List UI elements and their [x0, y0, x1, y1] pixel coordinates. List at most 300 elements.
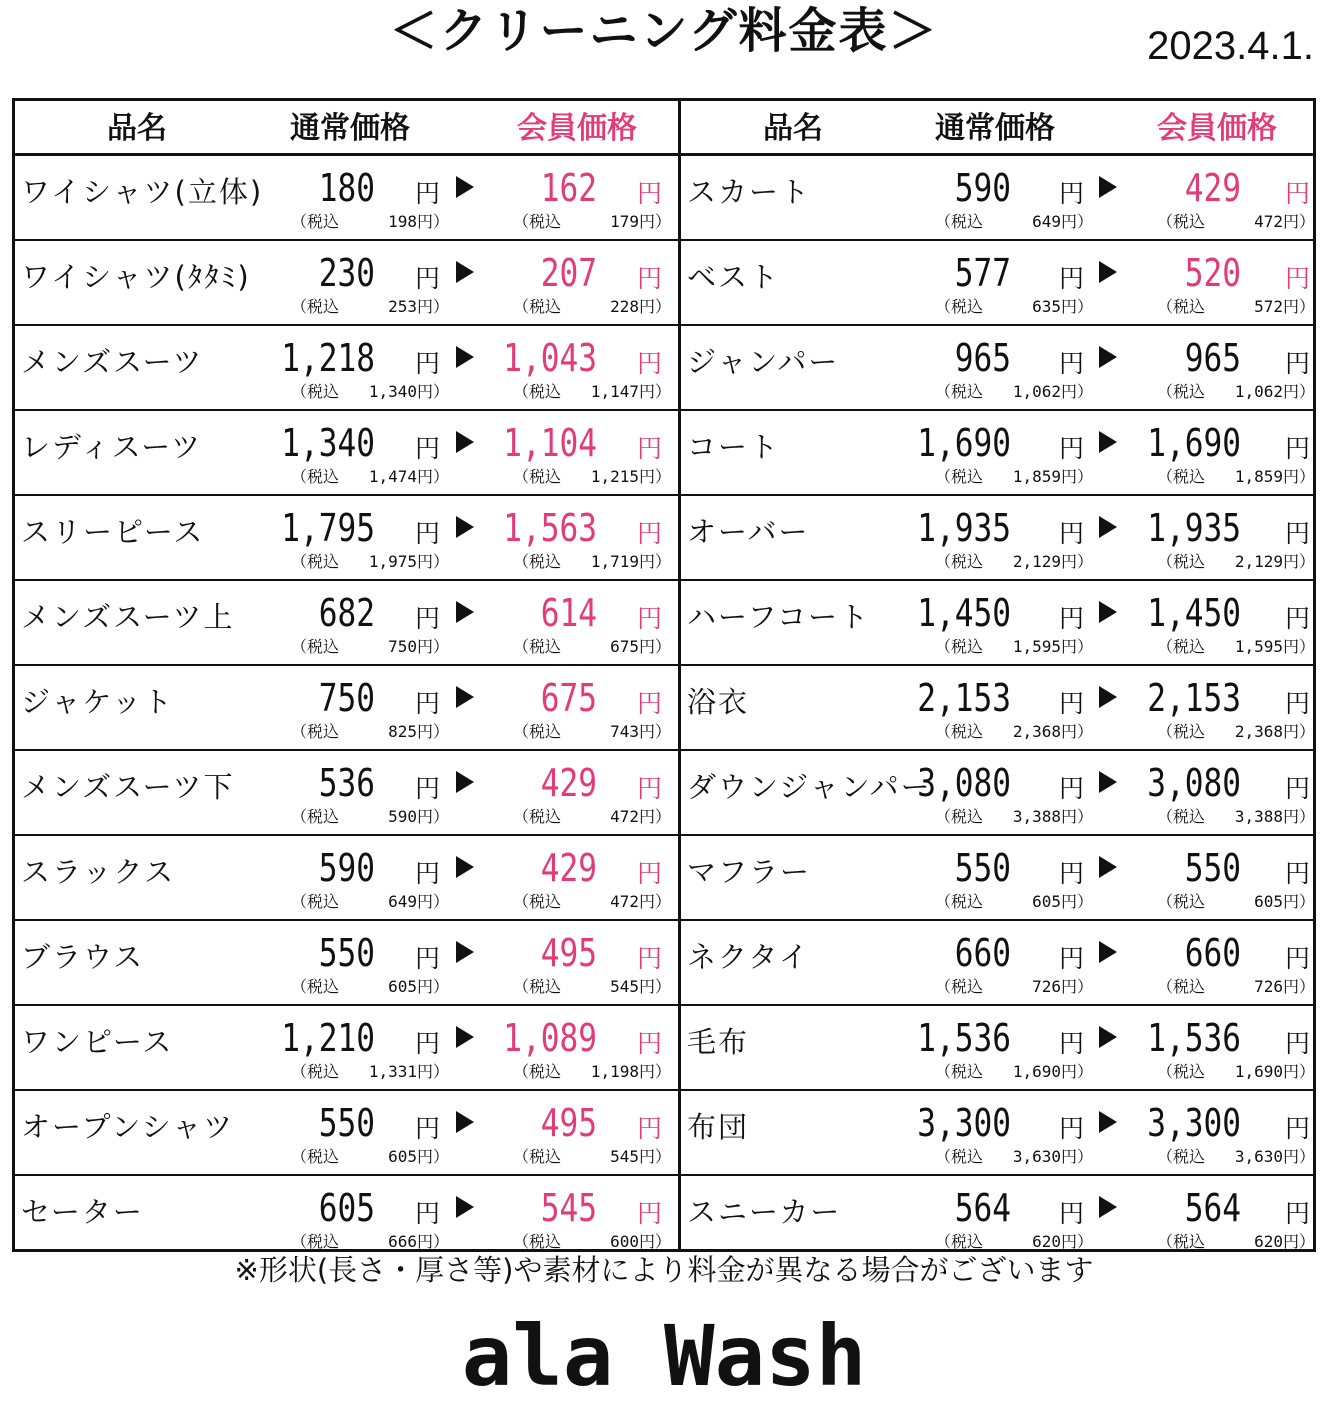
regular-price-tax — [291, 637, 449, 657]
regular-price: 180 — [318, 166, 375, 210]
pricing-note: ※形状(長さ・厚さ等)や素材により料金が異なる場合がございます — [234, 1253, 1094, 1287]
tax-open-label: （税込 — [513, 722, 562, 741]
member-price-tax — [513, 892, 671, 912]
yen-unit: 円 — [637, 1199, 663, 1228]
member-price: 1,690 — [1147, 421, 1241, 465]
table-row — [15, 921, 678, 1006]
member-price-tax — [513, 977, 671, 997]
member-price: 429 — [540, 846, 597, 890]
tax-open-label: （税込 — [1157, 297, 1206, 316]
item-name: オーバー — [687, 515, 810, 549]
table-row — [681, 1006, 1316, 1091]
tax-included-value: 228 — [610, 297, 640, 316]
tax-open-label: （税込 — [935, 1147, 984, 1166]
tax-open-label: （税込 — [935, 977, 984, 996]
tax-open-label: （税込 — [935, 637, 984, 656]
tax-close-label: 円） — [417, 637, 450, 656]
yen-unit: 円 — [415, 774, 441, 803]
tax-open-label: （税込 — [935, 1062, 984, 1081]
tax-close-label: 円） — [1061, 212, 1094, 231]
tax-open-label: （税込 — [1157, 722, 1206, 741]
member-price-tax — [513, 1062, 671, 1082]
member-price: 2,153 — [1147, 676, 1241, 720]
tax-included-value: 3,388 — [1234, 807, 1284, 826]
member-price-tax — [1157, 637, 1315, 657]
regular-price-tax — [935, 722, 1093, 742]
member-price: 965 — [1184, 336, 1241, 380]
tax-open-label: （税込 — [513, 212, 562, 231]
member-price-tax — [513, 1232, 671, 1252]
tax-close-label: 円） — [1283, 807, 1316, 826]
regular-price: 577 — [954, 251, 1011, 295]
member-price-tax — [513, 1147, 671, 1167]
tax-close-label: 円） — [1283, 382, 1316, 401]
yen-unit: 円 — [1285, 264, 1311, 293]
tax-close-label: 円） — [1283, 637, 1316, 656]
item-name: ワイシャツ(立体) — [21, 175, 264, 209]
yen-unit: 円 — [1059, 434, 1085, 463]
yen-unit: 円 — [1285, 434, 1311, 463]
table-row — [681, 156, 1316, 241]
tax-included-value: 1,198 — [590, 1062, 640, 1081]
table-row — [681, 751, 1316, 836]
item-name: マフラー — [687, 855, 812, 889]
regular-price-tax — [291, 807, 449, 827]
table-row — [15, 751, 678, 836]
table-row — [681, 836, 1316, 921]
table-row — [15, 666, 678, 751]
member-price-tax — [513, 297, 671, 317]
yen-unit: 円 — [1059, 1029, 1085, 1058]
tax-open-label: （税込 — [1157, 552, 1206, 571]
tax-open-label: （税込 — [513, 892, 562, 911]
tax-included-value: 605 — [1032, 892, 1062, 911]
tax-close-label: 円） — [1061, 1232, 1094, 1251]
tax-open-label: （税込 — [513, 382, 562, 401]
tax-included-value: 675 — [610, 637, 640, 656]
tax-open-label: （税込 — [513, 637, 562, 656]
tax-close-label: 円） — [1061, 977, 1094, 996]
yen-unit: 円 — [415, 689, 441, 718]
tax-included-value: 1,331 — [368, 1062, 418, 1081]
member-price-tax — [1157, 212, 1315, 232]
member-price: 1,536 — [1147, 1016, 1241, 1060]
yen-unit: 円 — [1059, 519, 1085, 548]
tax-included-value: 743 — [610, 722, 640, 741]
tax-included-value: 635 — [1032, 297, 1062, 316]
tax-close-label: 円） — [1061, 552, 1094, 571]
tax-close-label: 円） — [1283, 1147, 1316, 1166]
yen-unit: 円 — [415, 349, 441, 378]
member-price: 429 — [1184, 166, 1241, 210]
yen-unit: 円 — [637, 179, 663, 208]
regular-price-tax — [291, 977, 449, 997]
tax-included-value: 3,630 — [1012, 1147, 1062, 1166]
regular-price: 1,536 — [917, 1016, 1011, 1060]
tax-included-value: 472 — [610, 892, 640, 911]
yen-unit: 円 — [1059, 774, 1085, 803]
tax-open-label: （税込 — [935, 1232, 984, 1251]
tax-close-label: 円） — [1283, 212, 1316, 231]
tax-close-label: 円） — [1283, 722, 1316, 741]
tax-included-value: 1,474 — [368, 467, 418, 486]
member-price: 207 — [540, 251, 597, 295]
regular-price-tax — [291, 382, 449, 402]
tax-open-label: （税込 — [1157, 977, 1206, 996]
tax-open-label: （税込 — [291, 722, 340, 741]
member-price: 550 — [1184, 846, 1241, 890]
tax-close-label: 円） — [1061, 467, 1094, 486]
regular-price-tax — [291, 552, 449, 572]
regular-price-tax — [935, 1062, 1093, 1082]
yen-unit: 円 — [1285, 944, 1311, 973]
regular-price: 550 — [954, 846, 1011, 890]
table-row — [15, 581, 678, 666]
tax-included-value: 1,147 — [590, 382, 640, 401]
regular-price-tax — [291, 297, 449, 317]
tax-open-label: （税込 — [1157, 807, 1206, 826]
tax-included-value: 545 — [610, 1147, 640, 1166]
yen-unit: 円 — [1059, 1199, 1085, 1228]
member-price: 520 — [1184, 251, 1241, 295]
price-table — [12, 98, 1316, 1252]
tax-open-label: （税込 — [935, 807, 984, 826]
regular-price-tax — [935, 892, 1093, 912]
regular-price-tax — [291, 1062, 449, 1082]
regular-price-tax — [935, 212, 1093, 232]
tax-included-value: 605 — [388, 977, 418, 996]
tax-included-value: 545 — [610, 977, 640, 996]
member-price: 3,300 — [1147, 1101, 1241, 1145]
tax-included-value: 1,859 — [1234, 467, 1284, 486]
regular-price: 1,795 — [281, 506, 375, 550]
yen-unit: 円 — [637, 349, 663, 378]
member-price: 545 — [540, 1186, 597, 1230]
item-name: レディスーツ — [21, 430, 203, 464]
regular-price: 1,935 — [917, 506, 1011, 550]
tax-open-label: （税込 — [291, 552, 340, 571]
tax-open-label: （税込 — [513, 977, 562, 996]
tax-close-label: 円） — [417, 892, 450, 911]
member-price: 1,104 — [503, 421, 597, 465]
tax-open-label: （税込 — [291, 637, 340, 656]
tax-open-label: （税込 — [1157, 892, 1206, 911]
tax-close-label: 円） — [1061, 892, 1094, 911]
tax-close-label: 円） — [1283, 297, 1316, 316]
item-name: スカート — [687, 175, 812, 209]
regular-price: 1,690 — [917, 421, 1011, 465]
tax-close-label: 円） — [417, 1062, 450, 1081]
tax-open-label: （税込 — [291, 1062, 340, 1081]
table-row — [681, 921, 1316, 1006]
member-price-tax — [1157, 297, 1315, 317]
tax-close-label: 円） — [417, 1147, 450, 1166]
yen-unit: 円 — [1059, 604, 1085, 633]
regular-price: 682 — [318, 591, 375, 635]
tax-close-label: 円） — [1283, 977, 1316, 996]
header-regular-price: 通常価格 — [935, 111, 1055, 146]
tax-included-value: 2,129 — [1234, 552, 1284, 571]
tax-included-value: 750 — [388, 637, 418, 656]
yen-unit: 円 — [1059, 1114, 1085, 1143]
yen-unit: 円 — [637, 519, 663, 548]
regular-price-tax — [935, 1147, 1093, 1167]
tax-included-value: 1,595 — [1012, 637, 1062, 656]
yen-unit: 円 — [637, 264, 663, 293]
tax-close-label: 円） — [1283, 1062, 1316, 1081]
tax-open-label: （税込 — [935, 722, 984, 741]
table-row — [15, 326, 678, 411]
tax-close-label: 円） — [639, 807, 672, 826]
tax-included-value: 620 — [1032, 1232, 1062, 1251]
table-row — [681, 411, 1316, 496]
tax-included-value: 179 — [610, 212, 640, 231]
member-price-tax — [1157, 1062, 1315, 1082]
item-name: ダウンジャンパー — [687, 770, 932, 804]
yen-unit: 円 — [1285, 519, 1311, 548]
tax-included-value: 3,388 — [1012, 807, 1062, 826]
member-price-tax — [1157, 1232, 1315, 1252]
member-price-tax — [1157, 382, 1315, 402]
yen-unit: 円 — [1285, 1029, 1311, 1058]
tax-open-label: （税込 — [1157, 467, 1206, 486]
table-row — [15, 1176, 678, 1261]
yen-unit: 円 — [1059, 349, 1085, 378]
regular-price: 1,340 — [281, 421, 375, 465]
item-name: オープンシャツ — [21, 1110, 235, 1144]
yen-unit: 円 — [1059, 944, 1085, 973]
yen-unit: 円 — [637, 944, 663, 973]
tax-close-label: 円） — [639, 722, 672, 741]
tax-close-label: 円） — [417, 977, 450, 996]
tax-close-label: 円） — [1061, 297, 1094, 316]
header-member-price: 会員価格 — [1157, 111, 1277, 146]
yen-unit: 円 — [637, 1029, 663, 1058]
item-name: ベスト — [687, 260, 781, 294]
table-row — [681, 1176, 1316, 1261]
tax-included-value: 1,719 — [590, 552, 640, 571]
effective-date: 2023.4.1. — [1147, 24, 1314, 68]
yen-unit: 円 — [1059, 859, 1085, 888]
yen-unit: 円 — [1285, 1114, 1311, 1143]
tax-open-label: （税込 — [513, 807, 562, 826]
table-row — [681, 1091, 1316, 1176]
yen-unit: 円 — [1285, 859, 1311, 888]
regular-price-tax — [291, 1147, 449, 1167]
table-row — [681, 496, 1316, 581]
tax-open-label: （税込 — [1157, 1062, 1206, 1081]
table-row — [15, 836, 678, 921]
member-price: 614 — [540, 591, 597, 635]
item-name: ブラウス — [21, 940, 145, 974]
member-price-tax — [1157, 1147, 1315, 1167]
tax-close-label: 円） — [639, 1232, 672, 1251]
tax-open-label: （税込 — [291, 892, 340, 911]
tax-included-value: 2,368 — [1234, 722, 1284, 741]
member-price: 495 — [540, 1101, 597, 1145]
member-price: 3,080 — [1147, 761, 1241, 805]
yen-unit: 円 — [415, 944, 441, 973]
regular-price-tax — [935, 977, 1093, 997]
tax-included-value: 472 — [610, 807, 640, 826]
regular-price-tax — [935, 807, 1093, 827]
tax-included-value: 1,340 — [368, 382, 418, 401]
yen-unit: 円 — [415, 1199, 441, 1228]
regular-price-tax — [291, 892, 449, 912]
member-price: 564 — [1184, 1186, 1241, 1230]
yen-unit: 円 — [637, 774, 663, 803]
tax-open-label: （税込 — [935, 297, 984, 316]
member-price-tax — [513, 552, 671, 572]
regular-price-tax — [935, 552, 1093, 572]
tax-close-label: 円） — [639, 637, 672, 656]
item-name: スラックス — [21, 855, 176, 889]
member-price-tax — [513, 637, 671, 657]
header-member-price: 会員価格 — [517, 111, 637, 146]
member-price: 1,089 — [503, 1016, 597, 1060]
tax-close-label: 円） — [639, 552, 672, 571]
page-title: ＜クリーニング料金表＞ — [389, 3, 939, 59]
item-name: ジャンパー — [687, 345, 840, 379]
table-row — [15, 241, 678, 326]
regular-price: 550 — [318, 1101, 375, 1145]
tax-close-label: 円） — [417, 552, 450, 571]
item-name: コート — [687, 430, 781, 464]
yen-unit: 円 — [1285, 349, 1311, 378]
item-name: ハーフコート — [687, 600, 871, 634]
item-name: 布団 — [687, 1110, 750, 1144]
regular-price: 660 — [954, 931, 1011, 975]
tax-included-value: 605 — [1254, 892, 1284, 911]
member-price-tax — [1157, 552, 1315, 572]
item-name: ワイシャツ(ﾀﾀﾐ) — [21, 260, 251, 294]
tax-open-label: （税込 — [291, 382, 340, 401]
item-name: メンズスーツ下 — [21, 770, 235, 804]
regular-price-tax — [935, 637, 1093, 657]
item-name: メンズスーツ — [21, 345, 204, 379]
tax-included-value: 825 — [388, 722, 418, 741]
tax-open-label: （税込 — [291, 297, 340, 316]
tax-included-value: 666 — [388, 1232, 418, 1251]
regular-price: 590 — [954, 166, 1011, 210]
yen-unit: 円 — [1285, 774, 1311, 803]
tax-close-label: 円） — [639, 977, 672, 996]
table-header — [681, 101, 1313, 156]
item-name: 毛布 — [687, 1025, 750, 1059]
tax-included-value: 1,859 — [1012, 467, 1062, 486]
regular-price: 536 — [318, 761, 375, 805]
member-price-tax — [1157, 892, 1315, 912]
tax-open-label: （税込 — [935, 892, 984, 911]
member-price: 675 — [540, 676, 597, 720]
tax-open-label: （税込 — [513, 1147, 562, 1166]
tax-open-label: （税込 — [935, 212, 984, 231]
tax-open-label: （税込 — [513, 552, 562, 571]
regular-price: 965 — [954, 336, 1011, 380]
tax-close-label: 円） — [1061, 1147, 1094, 1166]
member-price: 162 — [540, 166, 597, 210]
table-row — [15, 496, 678, 581]
yen-unit: 円 — [637, 434, 663, 463]
tax-included-value: 572 — [1254, 297, 1284, 316]
member-price: 1,935 — [1147, 506, 1241, 550]
tax-open-label: （税込 — [291, 1147, 340, 1166]
regular-price: 564 — [954, 1186, 1011, 1230]
tax-included-value: 600 — [610, 1232, 640, 1251]
item-name: ジャケット — [21, 685, 174, 719]
member-price-tax — [513, 382, 671, 402]
regular-price-tax — [935, 1232, 1093, 1252]
tax-included-value: 726 — [1032, 977, 1062, 996]
regular-price: 550 — [318, 931, 375, 975]
tax-open-label: （税込 — [291, 1232, 340, 1251]
tax-open-label: （税込 — [935, 552, 984, 571]
member-price: 660 — [1184, 931, 1241, 975]
member-price-tax — [513, 467, 671, 487]
member-price-tax — [1157, 722, 1315, 742]
member-price: 429 — [540, 761, 597, 805]
tax-close-label: 円） — [417, 1232, 450, 1251]
regular-price: 1,210 — [281, 1016, 375, 1060]
yen-unit: 円 — [1059, 179, 1085, 208]
tax-open-label: （税込 — [935, 382, 984, 401]
tax-close-label: 円） — [417, 467, 450, 486]
yen-unit: 円 — [1285, 604, 1311, 633]
regular-price-tax — [935, 297, 1093, 317]
member-price: 495 — [540, 931, 597, 975]
yen-unit: 円 — [637, 1114, 663, 1143]
item-name: ワンピース — [21, 1025, 174, 1059]
regular-price-tax — [291, 212, 449, 232]
member-price-tax — [513, 807, 671, 827]
table-header — [15, 101, 678, 156]
tax-close-label: 円） — [1061, 1062, 1094, 1081]
member-price-tax — [1157, 807, 1315, 827]
regular-price: 2,153 — [917, 676, 1011, 720]
regular-price-tax — [935, 467, 1093, 487]
regular-price: 605 — [318, 1186, 375, 1230]
yen-unit: 円 — [1059, 264, 1085, 293]
tax-open-label: （税込 — [513, 467, 562, 486]
tax-close-label: 円） — [639, 1147, 672, 1166]
member-price-tax — [1157, 467, 1315, 487]
tax-close-label: 円） — [417, 297, 450, 316]
tax-close-label: 円） — [417, 807, 450, 826]
regular-price-tax — [291, 467, 449, 487]
regular-price: 3,300 — [917, 1101, 1011, 1145]
regular-price-tax — [291, 722, 449, 742]
tax-close-label: 円） — [639, 382, 672, 401]
tax-close-label: 円） — [1061, 382, 1094, 401]
yen-unit: 円 — [415, 434, 441, 463]
table-row — [15, 156, 678, 241]
tax-open-label: （税込 — [1157, 382, 1206, 401]
tax-close-label: 円） — [639, 212, 672, 231]
price-table-left — [15, 101, 681, 1249]
tax-included-value: 649 — [1032, 212, 1062, 231]
regular-price: 3,080 — [917, 761, 1011, 805]
regular-price: 1,218 — [281, 336, 375, 380]
tax-included-value: 198 — [388, 212, 418, 231]
tax-included-value: 1,975 — [368, 552, 418, 571]
tax-included-value: 1,215 — [590, 467, 640, 486]
tax-close-label: 円） — [1283, 467, 1316, 486]
table-row — [15, 1006, 678, 1091]
tax-open-label: （税込 — [935, 467, 984, 486]
yen-unit: 円 — [637, 604, 663, 633]
yen-unit: 円 — [415, 264, 441, 293]
tax-open-label: （税込 — [1157, 1232, 1206, 1251]
